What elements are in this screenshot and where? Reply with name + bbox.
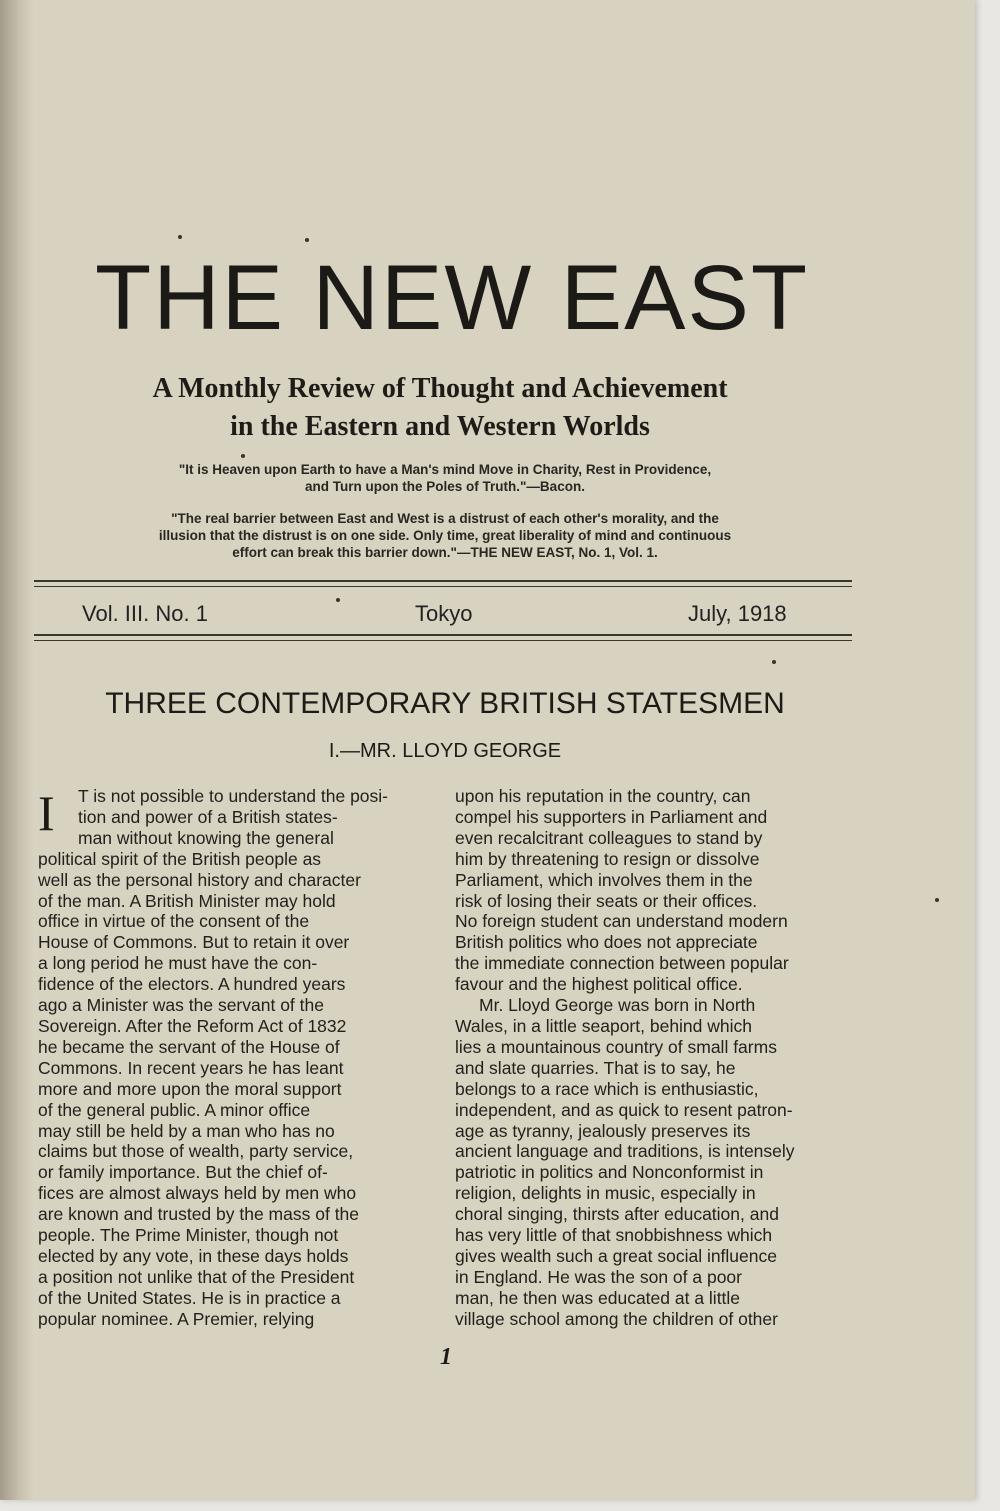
- article-text-line: the immediate connection between popular: [455, 953, 789, 974]
- article-text-line: fices are almost always held by men who: [38, 1183, 357, 1204]
- article-text-line: of the man. A British Minister may hold: [38, 890, 336, 911]
- epigraph-line: "It is Heaven upon Earth to have a Man's mind Move in Charity, Rest in Providence,: [178, 462, 712, 477]
- article-text-line: or family importance. But the chief of-: [38, 1162, 328, 1183]
- article-text-line: House of Commons. But to retain it over: [38, 932, 350, 953]
- article-text-line: has very little of that snobbishness which: [455, 1225, 773, 1246]
- article-text-line: Wales, in a little seaport, behind which: [455, 1015, 753, 1036]
- print-speck: [772, 660, 776, 664]
- article-text-line: even recalcitrant colleagues to stand by: [455, 827, 763, 848]
- article-text-line: patriotic in politics and Nonconformist in: [455, 1162, 764, 1183]
- epigraph-line: illusion that the distrust is on one side. Only time, great liberality of mind and continuous: [158, 528, 732, 543]
- divider-rule: [34, 586, 852, 587]
- article-text-line: office in virtue of the consent of the: [38, 911, 310, 932]
- drop-cap: I: [38, 785, 55, 841]
- article-text-line: Sovereign. After the Reform Act of 1832: [38, 1015, 347, 1036]
- article-text-line: are known and trusted by the mass of the: [38, 1204, 360, 1225]
- article-text-line: lies a mountainous country of small farms: [455, 1036, 777, 1057]
- print-speck: [305, 238, 309, 242]
- print-speck: [336, 598, 340, 602]
- article-subtitle: I.—MR. LLOYD GEORGE: [328, 740, 562, 762]
- article-text-line: of the United States. He is in practice a: [38, 1287, 341, 1308]
- article-text-line: choral singing, thirsts after education, and: [455, 1204, 779, 1225]
- article-text-line: T is not possible to understand the posi-: [78, 786, 389, 806]
- article-text-line: age as tyranny, jealously preserves its: [455, 1120, 751, 1141]
- article-text-line: may still be held by a man who has no: [38, 1120, 335, 1141]
- issue-volume: Vol. III. No. 1: [82, 601, 208, 626]
- article-text-line: favour and the highest political office.: [455, 974, 743, 995]
- article-text-line: risk of losing their seats or their offices.: [455, 890, 758, 911]
- divider-rule: [34, 580, 852, 582]
- article-title: THREE CONTEMPORARY BRITISH STATESMEN: [105, 687, 785, 720]
- print-speck: [241, 454, 245, 458]
- divider-rule: [34, 640, 852, 641]
- article-text-line: he became the servant of the House of: [38, 1036, 340, 1057]
- article-text-line: of the general public. A minor office: [38, 1099, 311, 1120]
- print-speck: [935, 898, 939, 902]
- article-text-line: village school among the children of other: [455, 1308, 778, 1329]
- article-text-line: him by threatening to resign or dissolve: [455, 848, 760, 869]
- article-text-line: British politics who does not appreciate: [455, 932, 758, 953]
- article-text-line: ancient language and traditions, is intensely: [455, 1141, 795, 1162]
- article-text-line: a long period he must have the con-: [38, 953, 318, 974]
- epigraph-line: effort can break this barrier down."—THE NEW EAST, No. 1, Vol. 1.: [232, 545, 658, 560]
- print-speck: [178, 235, 182, 239]
- article-text-line: political spirit of the British people as: [38, 848, 322, 869]
- epigraph-line: and Turn upon the Poles of Truth."—Bacon.: [305, 479, 585, 494]
- article-text-line: and slate quarries. That is to say, he: [455, 1057, 736, 1078]
- article-text-line: more and more upon the moral support: [38, 1078, 342, 1099]
- article-text-line: man, he then was educated at a little: [455, 1287, 741, 1308]
- masthead-subtitle: in the Eastern and Western Worlds: [230, 411, 650, 442]
- article-text-line: Mr. Lloyd George was born in North: [479, 995, 756, 1016]
- article-text-line: belongs to a race which is enthusiastic,: [455, 1078, 759, 1099]
- article-text-line: Commons. In recent years he has leant: [38, 1057, 344, 1078]
- article-column-left: [38, 786, 438, 1330]
- masthead-subtitle: A Monthly Review of Thought and Achievement: [152, 373, 728, 404]
- article-text-line: ago a Minister was the servant of the: [38, 995, 324, 1016]
- article-text-line: claims but those of wealth, party service,: [38, 1141, 354, 1162]
- divider-rule: [34, 634, 852, 636]
- article-text-line: in England. He was the son of a poor: [455, 1266, 742, 1287]
- article-text-line: fidence of the electors. A hundred years: [38, 974, 346, 995]
- epigraph-bacon: [95, 461, 795, 495]
- article-text-line: elected by any vote, in these days holds: [38, 1245, 349, 1266]
- article-text-line: well as the personal history and character: [38, 869, 361, 890]
- article-text-line: religion, delights in music, especially in: [455, 1183, 756, 1204]
- article-text-line: a position not unlike that of the President: [38, 1266, 355, 1287]
- article-text-line: popular nominee. A Premier, relying: [38, 1308, 315, 1329]
- article-column-right: [455, 786, 855, 1330]
- epigraph-line: "The real barrier between East and West is a distrust of each other's morality, and the: [171, 511, 719, 526]
- article-text-line: people. The Prime Minister, though not: [38, 1225, 339, 1246]
- page-binding-shadow: [0, 0, 34, 1500]
- article-text-line: independent, and as quick to resent patron-: [455, 1099, 793, 1120]
- article-text-line: man without knowing the general: [78, 827, 334, 848]
- article-text-line: compel his supporters in Parliament and: [455, 806, 768, 827]
- article-text-line: upon his reputation in the country, can: [455, 786, 751, 806]
- article-text-line: Parliament, which involves them in the: [455, 869, 753, 890]
- article-text-line: gives wealth such a great social influence: [455, 1245, 777, 1266]
- issue-date: July, 1918: [688, 601, 787, 626]
- page-number: 1: [440, 1344, 452, 1370]
- issue-city: Tokyo: [415, 601, 473, 626]
- epigraph-new-east: [95, 510, 795, 561]
- masthead-title: THE NEW EAST: [95, 247, 810, 349]
- article-text-line: No foreign student can understand modern: [455, 911, 788, 932]
- article-text-line: tion and power of a British states-: [78, 806, 338, 827]
